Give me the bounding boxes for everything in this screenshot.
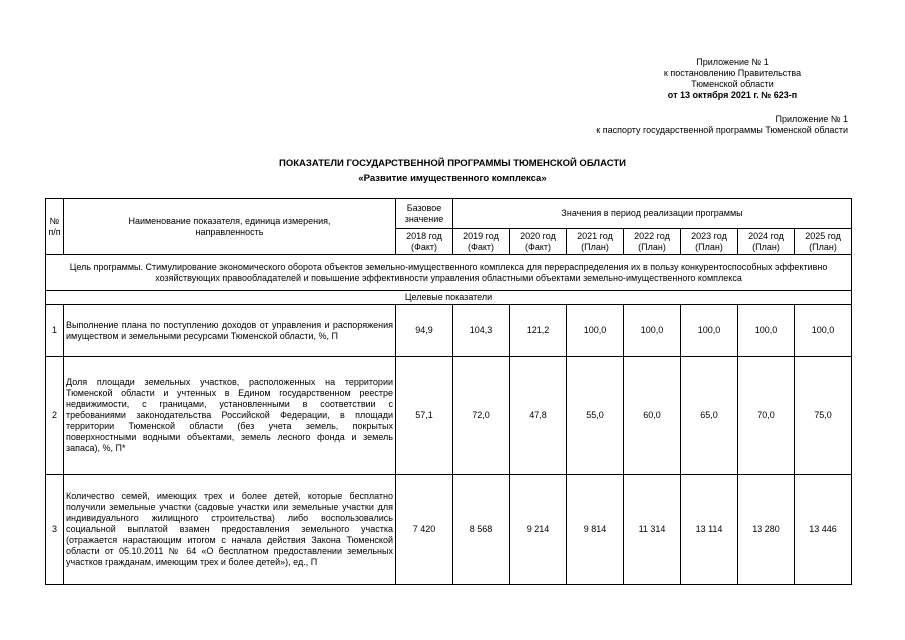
title-program: «Развитие имущественного комплекса» (358, 173, 547, 184)
table-row (46, 305, 852, 357)
indicator-value: 65,0 (681, 357, 738, 475)
header-num: № п/п (46, 199, 64, 255)
indicator-value: 70,0 (738, 357, 795, 475)
header-year: 2019 год (Факт) (453, 229, 510, 255)
appendix-decree-date: от 13 октября 2021 г. № 623-п (667, 90, 798, 100)
appendix-passport-block (596, 114, 848, 136)
indicator-value: 13 446 (795, 475, 852, 585)
indicator-value: 100,0 (624, 305, 681, 357)
indicator-value: 60,0 (624, 357, 681, 475)
section-target-indicators: Целевые показатели (46, 291, 852, 305)
indicator-name: Выполнение плана по поступлению доходов от управления и распоряжения имуществом и земельными ресурсами Тюменской области, %, П (64, 305, 396, 357)
indicator-value: 121,2 (510, 305, 567, 357)
indicator-value: 47,8 (510, 357, 567, 475)
header-year: 2022 год (План) (624, 229, 681, 255)
program-goal: Цель программы. Стимулирование экономического оборота объектов земельно-имущественного комплекса для перераспределения их в пользу конкурентоспособных эффективно хозяйствующих правообладателей и повышение эффективности управления областными объектами земельно-имущественного комплекса (46, 255, 852, 291)
indicator-value: 13 280 (738, 475, 795, 585)
header-year: 2020 год (Факт) (510, 229, 567, 255)
indicator-value: 75,0 (795, 357, 852, 475)
appendix-decree-line1: Приложение № 1 (696, 57, 769, 67)
indicator-value: 100,0 (567, 305, 624, 357)
indicator-value: 100,0 (795, 305, 852, 357)
indicator-value: 104,3 (453, 305, 510, 357)
indicator-value: 9 814 (567, 475, 624, 585)
indicator-value: 13 114 (681, 475, 738, 585)
indicator-value: 8 568 (453, 475, 510, 585)
document-title (0, 156, 905, 186)
header-year: 2025 год (План) (795, 229, 852, 255)
row-number: 3 (46, 475, 64, 585)
header-year: 2018 год (Факт) (396, 229, 453, 255)
indicator-value: 7 420 (396, 475, 453, 585)
table-row (46, 475, 852, 585)
indicator-name: Количество семей, имеющих трех и более детей, которые бесплатно получили земельные участки (садовые участки или земельные участки для индивидуального жилищного строительства) либо воспользовались социальной выплатой взамен предоставления земельного участка (отражается нарастающим итогом с начала действия Закона Тюменской области от 05.10.2011 № 64 «О бесплатном предоставлении земельных участков гражданам, имеющим трех и более детей»), ед., П (64, 475, 396, 585)
indicator-name: Доля площади земельных участков, расположенных на территории Тюменской области и учтенных в Едином государственном реестре недвижимости, с границами, установленными в соответствии с требованиями законодательства Российской Федерации, в площади территории Тюменской области (без учета земель, покрытых поверхностными водными объектами, земель лесного фонда и земель запаса), %, П* (64, 357, 396, 475)
indicator-value: 100,0 (738, 305, 795, 357)
indicator-value: 94,9 (396, 305, 453, 357)
title-main: ПОКАЗАТЕЛИ ГОСУДАРСТВЕННОЙ ПРОГРАММЫ ТЮМЕНСКОЙ ОБЛАСТИ (279, 158, 626, 169)
indicator-value: 11 314 (624, 475, 681, 585)
header-year: 2023 год (План) (681, 229, 738, 255)
appendix-decree-line3: Тюменской области (691, 79, 774, 89)
table-row (46, 357, 852, 475)
appendix-decree-block (640, 57, 825, 101)
header-base: Базовое значение (396, 199, 453, 229)
indicator-value: 72,0 (453, 357, 510, 475)
indicator-value: 100,0 (681, 305, 738, 357)
appendix-passport-line1: Приложение № 1 (775, 114, 848, 124)
indicator-value: 55,0 (567, 357, 624, 475)
indicator-value: 9 214 (510, 475, 567, 585)
indicators-table (45, 198, 852, 585)
header-year: 2024 год (План) (738, 229, 795, 255)
indicator-value: 57,1 (396, 357, 453, 475)
appendix-passport-line2: к паспорту государственной программы Тюменской области (596, 125, 848, 135)
row-number: 2 (46, 357, 64, 475)
header-year: 2021 год (План) (567, 229, 624, 255)
appendix-decree-line2: к постановлению Правительства (663, 68, 802, 78)
header-name: Наименование показателя, единица измерения, направленность (64, 199, 396, 255)
row-number: 1 (46, 305, 64, 357)
header-period: Значения в период реализации программы (453, 199, 852, 229)
